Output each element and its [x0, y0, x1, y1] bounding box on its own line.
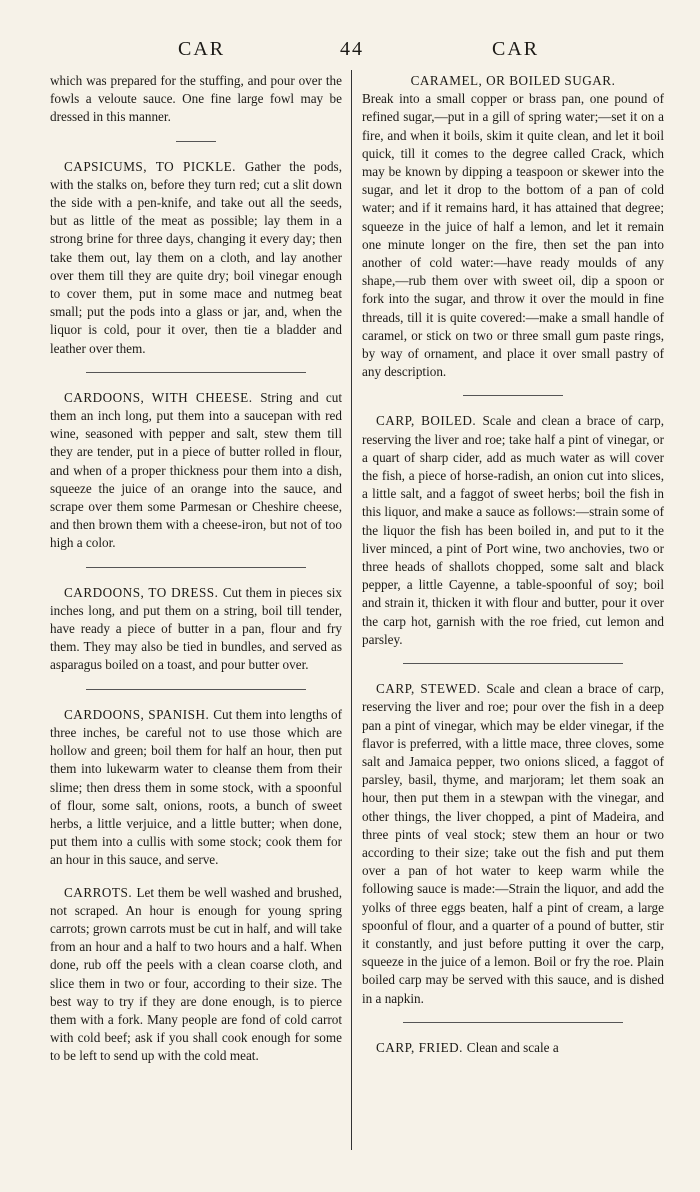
recipe-entry — [362, 1039, 664, 1057]
divider — [403, 1022, 623, 1023]
right-column — [362, 72, 664, 1071]
recipe-text: Scale and clean a brace of carp, reserving the liver and roe; pour over the fish in a deep pan a pint of vinegar, which may be elder vinegar, if the flavor is preferred, with a little mace, three cloves, some salt and Jamaica pepper, two onions sliced, a faggot of parsley, basil, thyme, and marjoram; let them soak an hour, then put them in a stewpan with the vinegar, and other things, the liver chopped, a pint of Madeira, and three pints of veal stock; stew them an hour or two according to their size; take out the fish and put them over a pan of hot water to keep warm while the following sauce is made:—Strain the liquor, and add the yolks of three eggs beaten, half a pint of cream, a large spoonful of flour, and a quarter of a pound of butter, stir it constantly, and just before putting it over the carp, squeeze in the juice of a lemon. Boil or fry the roe. Plain boiled carp may be served with this sauce, and is dished in a napkin. — [362, 681, 664, 1006]
recipe-text: Gather the pods, with the stalks on, before they turn red; cut a slit down the side with a pen-knife, and take out all the seeds, but as little of the meat as possible; lay them in a strong brine for three days, changing it every day; then take them out, lay them on a cloth, and lay another over them till they are quite dry; boil vinegar enough to cover them, put in some mace and nutmeg beat small; put the pods into a glass or jar, and, when the liquor is cold, pour it over, then tie a bladder and leather over them. — [50, 158, 342, 356]
page-number: 44 — [340, 38, 364, 60]
recipe-entry — [362, 412, 664, 649]
recipe-entry — [50, 158, 342, 358]
recipe-entry — [50, 884, 342, 1066]
recipe-entry — [362, 72, 664, 381]
divider — [463, 395, 563, 396]
recipe-title: CARP, STEWED. — [376, 681, 487, 697]
recipe-entry — [50, 706, 342, 870]
header-left-word: CAR — [178, 38, 226, 60]
recipe-text: Cut them in pieces six inches long, and put them on a string, boil till tender, have ready a piece of butter in a pan, flour and fry them. They may also be tied in bundles, and served as asparagus boiled on a toast, and pour butter over. — [50, 584, 342, 673]
recipe-text: Cut them into lengths of three inches, be careful not to use those which are hollow and green; boil them for half an hour, then put them into lukewarm water to cleanse them from their slime; then dress them in some stock, with a spoonful of flour, some salt, onions, roots, a bunch of sweet herbs, a little verjuice, and a little butter; when done, put them into a cullis with some stock; cook them for an hour in this sauce, and serve. — [50, 706, 342, 868]
left-column — [50, 72, 342, 1080]
recipe-text: Let them be well washed and brushed, not scraped. An hour is enough for young spring carrots; grown carrots must be cut in half, and will take from an hour and a half to two hours and a half. When done, rub off the peels with a clean coarse cloth, and slice them in two or four, according to their size. The best way to try if they are done enough, is to pierce them with a fork. Many people are fond of cold carrot with cold beef; ask if you shall cook enough for some to be left to send up with the cold meat. — [50, 884, 343, 1064]
recipe-title: CARDOONS, SPANISH. — [64, 706, 214, 722]
divider — [86, 372, 306, 373]
recipe-entry — [50, 584, 342, 675]
running-header — [0, 38, 700, 68]
recipe-title: CARROTS. — [64, 884, 137, 900]
recipe-entry — [50, 72, 342, 127]
recipe-title: CARP, BOILED. — [376, 413, 483, 429]
divider — [403, 663, 623, 664]
recipe-text: String and cut them an inch long, put them into a saucepan with red wine, seasoned with pepper and salt, stew them till they are tender, put in a piece of butter rolled in flour, and when of a proper thickness pour them into a dish, squeeze the juice of an orange into the sauce, and scrape over them some Parmesan or Cheshire cheese, and then brown them with a cheese-iron, but not of too high a color. — [50, 389, 342, 551]
column-divider — [351, 70, 352, 1150]
recipe-entry — [50, 389, 342, 553]
recipe-text: which was prepared for the stuffing, and pour over the fowls a veloute sauce. One fine large fowl may be dressed in this manner. — [50, 73, 342, 125]
recipe-title: CARP, FRIED. — [376, 1039, 467, 1055]
recipe-text: Clean and scale a — [466, 1039, 559, 1055]
divider — [86, 689, 306, 690]
header-right-word: CAR — [492, 38, 540, 60]
recipe-text: Break into a small copper or brass pan, one pound of refined sugar,—put in a gill of spring water;—set it on a fire, and when it boils, skim it quite clean, and let it boil quick, till it comes to the degree called Crack, which may be known by dipping a teaspoon or skewer into the sugar, and let it drop to the bottom of a pan of cold water; and if it remains hard, it has attained that degree; squeeze in the juice of half a lemon, and let it remain one minute longer on the fire, then set the pan into another of cold water:—have ready moulds of any shape,—rub them over with sweet oil, dip a spoon or fork into the sugar, and throw it over the mould in fine threads, till it is quite covered:—make a small handle of caramel, or stick on two or three small gum paste rings, by way of ornament, and place it over small pastry of any description. — [362, 91, 664, 380]
divider — [176, 141, 216, 142]
recipe-title: CARAMEL, OR BOILED SUGAR. — [410, 73, 616, 88]
recipe-title: CARDOONS, TO DRESS. — [64, 584, 223, 600]
recipe-title: CARDOONS, WITH CHEESE. — [64, 389, 261, 405]
divider — [86, 567, 306, 568]
recipe-title: CAPSICUMS, TO PICKLE. — [64, 158, 245, 174]
recipe-text: Scale and clean a brace of carp, reserving the liver and roe; take half a pint of vinegar, or a quart of sharp cider, add as much water as will cover the fish, a piece of horse-radish, an onion cut into slices, a little salt, and a faggot of sweet herbs; boil the fish in this liquor, and make a sauce as follows:—strain some of the liquor the fish has been boiled in, and put to it the liver minced, a pint of Port wine, two anchovies, two or three heads of shallots chopped, some salt and black pepper, a little Cayenne, a table-spoonful of soy; boil and strain it, thicken it with flour and butter, pour it over the carp hot, garnish with the roe fried, cut lemon and parsley. — [362, 413, 664, 647]
recipe-entry — [362, 680, 664, 1008]
